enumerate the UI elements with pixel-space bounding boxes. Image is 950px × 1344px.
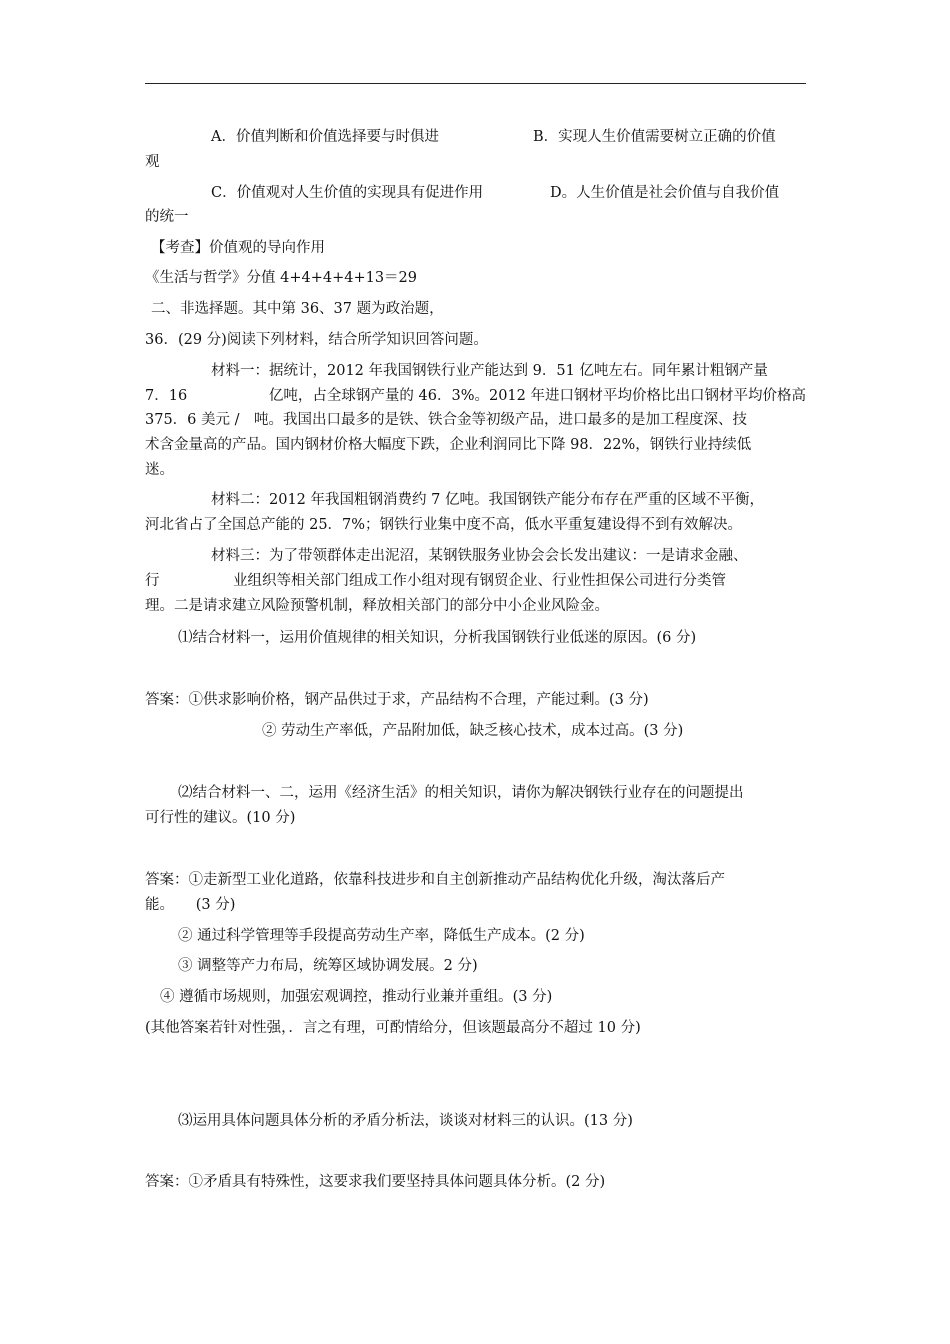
kaocha-line — [151, 238, 325, 258]
choice-d-cont: 的统一 — [145, 209, 189, 225]
q2-answer3: ③ 调整等产力布局，统筹区域协调发展。2 分) — [178, 958, 478, 974]
q1-question: ⑴结合材料一，运用价值规律的相关知识，分析我国钢铁行业低迷的原因。(6 分) — [178, 630, 697, 646]
material3-line3: 理。二是请求建立风险预警机制，释放相关部门的部分中小企业风险金。 — [145, 598, 609, 614]
q2-answer1: 答案：①走新型工业化道路，依靠科技进步和自主创新推动产品结构优化升级，淘汰落后产 — [145, 872, 725, 888]
material2-line2: 河北省占了全国总产能的 25．7%；钢铁行业集中度不高，低水平重复建设得不到有效解决。 — [145, 517, 743, 533]
material3-line2-lead: 行 — [145, 573, 160, 589]
q2-answer4: ④ 遵循市场规则，加强宏观调控，推动行业兼并重组。(3 分) — [160, 989, 553, 1005]
kaocha-text: 价值观的导向作用 — [209, 240, 325, 256]
material1-line5: 迷。 — [145, 462, 174, 478]
q1-answer2: ② 劳动生产率低，产品附加低，缺乏核心技术，成本过高。(3 分) — [262, 723, 684, 739]
q1-answer1: 答案：①供求影响价格，钢产品供过于求，产品结构不合理，产能过剩。(3 分) — [145, 692, 649, 708]
q2-answer1-cont: 能。 (3 分) — [145, 897, 236, 913]
q2-answer2: ② 通过科学管理等手段提高劳动生产率，降低生产成本。(2 分) — [178, 928, 585, 944]
choice-b: B．实现人生价值需要树立正确的价值 — [533, 129, 776, 145]
choice-b-cont: 观 — [145, 154, 160, 170]
choice-a: A．价值判断和价值选择要与时俱进 — [211, 129, 439, 145]
material2-line1: 材料二：2012 年我国粗钢消费约 7 亿吨。我国钢铁产能分布存在严重的区域不平衡， — [211, 492, 764, 508]
material3-line2: 业组织等相关部门组成工作小组对现有钢贸企业、行业性担保公司进行分类管 — [233, 573, 726, 589]
q3-question: ⑶运用具体问题具体分析的矛盾分析法，谈谈对材料三的认识。(13 分) — [178, 1113, 633, 1129]
score-line: 《生活与哲学》分值 4+4+4+4+13＝29 — [145, 270, 418, 286]
question-36: 36．(29 分)阅读下列材料，结合所学知识回答问题。 — [145, 332, 488, 348]
material1-line2-num: 7．16 — [145, 388, 188, 404]
q2-question-line2: 可行性的建议。(10 分) — [145, 810, 296, 826]
q2-note: (其他答案若针对性强，．言之有理，可酌情给分，但该题最高分不超过 10 分) — [145, 1020, 641, 1036]
material1-line2-text: 亿吨，占全球钢产量的 46．3%。2012 年进口钢材平均价格比出口钢材平均价格高 — [268, 388, 806, 404]
choice-c: C．价值观对人生价值的实现具有促进作用 — [211, 185, 484, 201]
header-rule — [145, 83, 806, 84]
section-heading: 二、非选择题。其中第 36、37 题为政治题， — [151, 301, 444, 317]
material1-line3: 375．6 美元 / 吨。我国出口最多的是铁、铁合金等初级产品，进口最多的是加工程度深、技 — [145, 412, 748, 428]
q2-question-line1: ⑵结合材料一、二，运用《经济生活》的相关知识，请你为解决钢铁行业存在的问题提出 — [178, 785, 744, 801]
material3-line1: 材料三：为了带领群体走出泥沼，某钢铁服务业协会会长发出建议：一是请求金融、 — [211, 548, 748, 564]
material1-line4: 术含金量高的产品。国内钢材价格大幅度下跌，企业利润同比下降 98．22%，钢铁行业持续低 — [145, 437, 752, 453]
kaocha-label: 【考查】 — [151, 240, 209, 256]
material1-line2 — [145, 386, 806, 406]
q3-answer1: 答案：①矛盾具有特殊性，这要求我们要坚持具体问题具体分析。(2 分) — [145, 1174, 606, 1190]
material1-line1: 材料一：据统计，2012 年我国钢铁行业产能达到 9．51 亿吨左右。同年累计粗钢产量 — [211, 363, 768, 379]
choice-d: D。人生价值是社会价值与自我价值 — [550, 185, 780, 201]
